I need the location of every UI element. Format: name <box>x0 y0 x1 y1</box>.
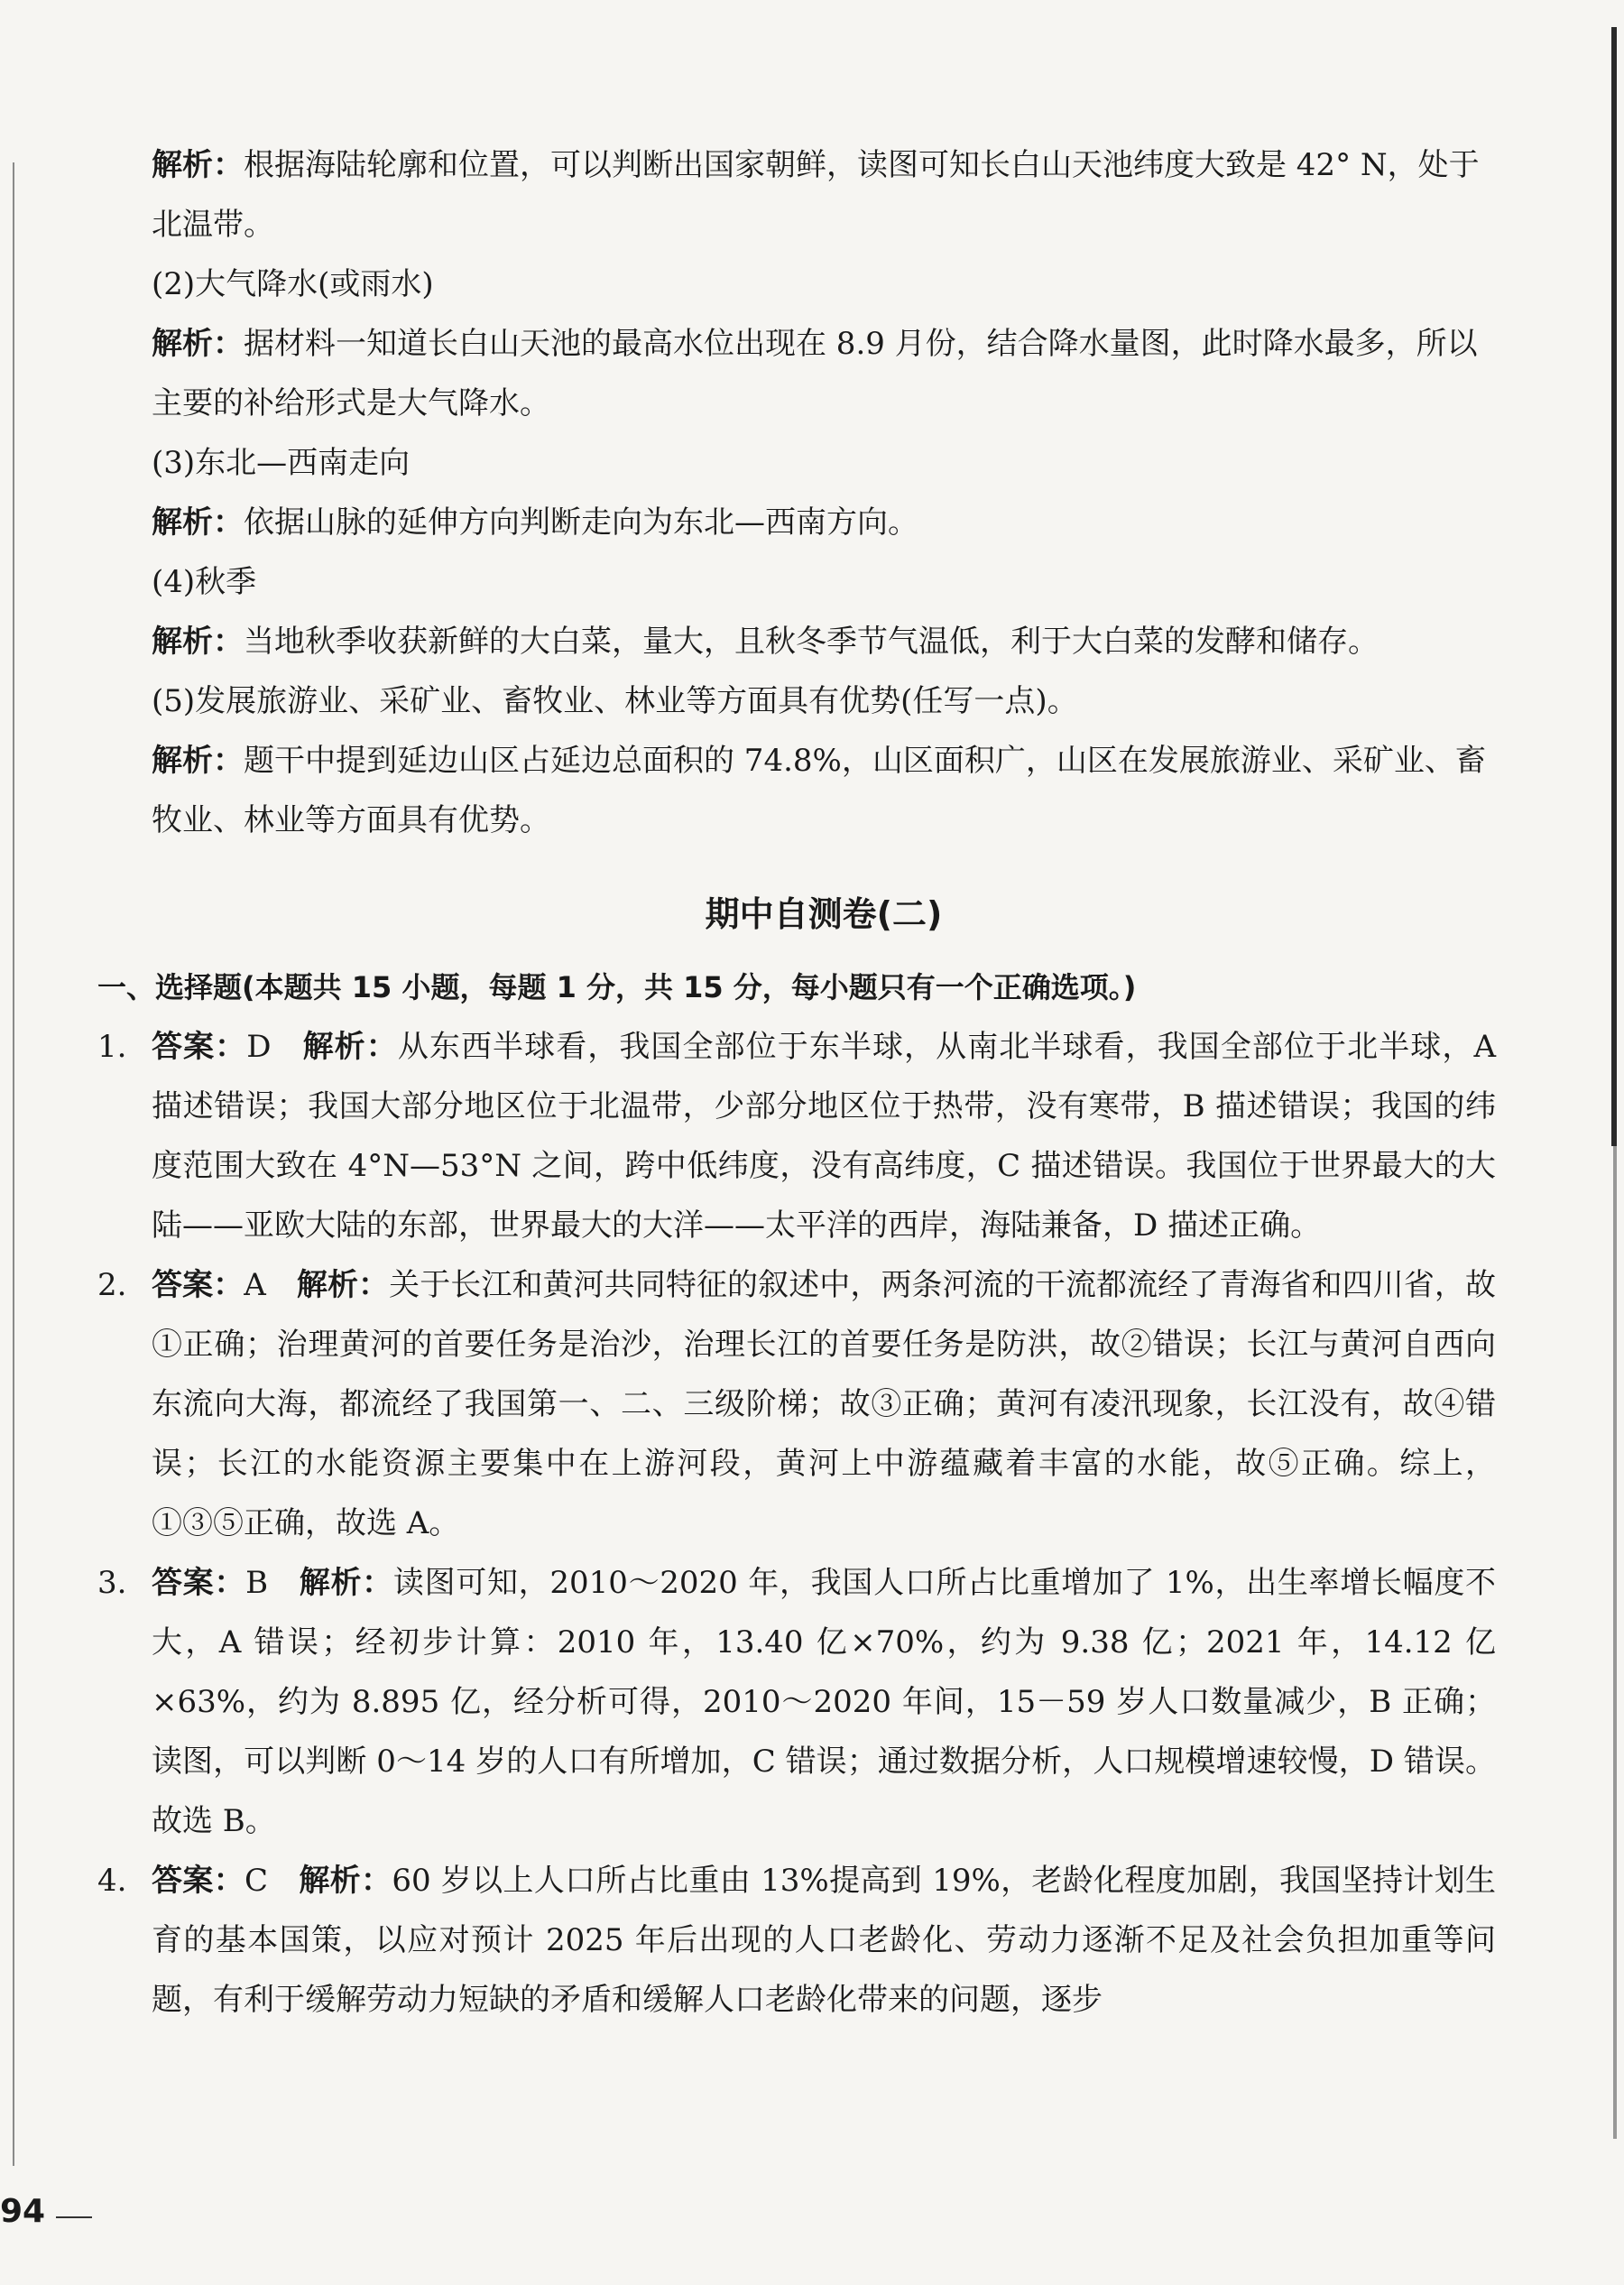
analysis-1: 解析：根据海陆轮廓和位置，可以判断出国家朝鲜，读图可知长白山天池纬度大致是 42° N，处于北温带。 <box>152 147 1480 243</box>
answer-5: (5)发展旅游业、采矿业、畜牧业、林业等方面具有优势(任写一点)。 <box>152 683 1078 719</box>
question-4: 4. 答案：C 解析：60 岁以上人口所占比重由 13%提高到 19%，老龄化程度加剧，我国坚持计划生育的基本国策，以应对预计 2025 年后出现的人口老龄化、劳动力逐渐不足及社会负担加重等问题，有利于缓解劳动力短缺的矛盾和缓解人口老龄化带来的问题，逐步 <box>152 1851 1496 2030</box>
analysis-2: 解析：据材料一知道长白山天池的最高水位出现在 8.9 月份，结合降水量图，此时降水最多，所以主要的补给形式是大气降水。 <box>152 326 1478 421</box>
page-edge-shadow-lower <box>1613 1146 1617 2139</box>
question-3: 3. 答案：B 解析：读图可知，2010～2020 年，我国人口所占比重增加了 1%，出生率增长幅度不大，A 错误；经初步计算：2010 年，13.40 亿×70%，约为 9.38 亿；2021 年，14.12 亿×63%，约为 8.895 亿，经分析可得，2010～2020 年间，15－59 岁人口数量减少，B 正确；读图，可以判断 0～14 岁的人口有所增加，C 错误；通过数据分析，人口规模增速较慢，D 错误。故选 B。 <box>152 1553 1496 1851</box>
question-1: 1. 答案：D 解析：从东西半球看，我国全部位于东半球，从南北半球看，我国全部位于北半球，A 描述错误；我国大部分地区位于北温带，少部分地区位于热带，没有寒带，B 描述错误；我国的纬度范围大致在 4°N—53°N 之间，跨中低纬度，没有高纬度，C 描述错误。我国位于世界最大的大陆——亚欧大陆的东部，世界最大的大洋——太平洋的西岸，海陆兼备，D 描述正确。 <box>152 1017 1496 1255</box>
analysis-4: 解析：当地秋季收获新鲜的大白菜，量大，且秋冬季节气温低，利于大白菜的发酵和储存。 <box>152 624 1379 660</box>
page-content <box>97 135 1497 2030</box>
question-number: 3. <box>97 1565 127 1601</box>
analysis-5: 解析：题干中提到延边山区占延边总面积的 74.8%，山区面积广，山区在发展旅游业、采矿业、畜牧业、林业等方面具有优势。 <box>152 743 1486 838</box>
footer-dash <box>56 2216 92 2218</box>
answer-2: (2)大气降水(或雨水) <box>152 266 434 302</box>
question-2: 2. 答案：A 解析：关于长江和黄河共同特征的叙述中，两条河流的干流都流经了青海省和四川省，故①正确；治理黄河的首要任务是治沙，治理长江的首要任务是防洪，故②错误；长江与黄河自西向东流向大海，都流经了我国第一、二、三级阶梯；故③正确；黄河有凌汛现象，长江没有，故④错误；长江的水能资源主要集中在上游河段，黄河上中游蕴藏着丰富的水能，故⑤正确。综上，①③⑤正确，故选 A。 <box>152 1255 1496 1553</box>
question-number: 2. <box>97 1267 127 1303</box>
question-number: 4. <box>97 1863 127 1899</box>
page-number: 94 <box>0 2193 46 2230</box>
answer-3: (3)东北—西南走向 <box>152 445 411 481</box>
page-edge-shadow <box>1611 27 1617 1146</box>
analysis-3: 解析：依据山脉的延伸方向判断走向为东北—西南方向。 <box>152 504 918 541</box>
question-number: 1. <box>97 1029 127 1065</box>
section-heading: 一、选择题(本题共 15 小题，每题 1 分，共 15 分，每小题只有一个正确选项。) <box>97 970 1137 1004</box>
section-title: 期中自测卷(二) <box>705 894 943 934</box>
answer-4: (4)秋季 <box>152 564 257 600</box>
binding-line <box>13 162 14 2166</box>
